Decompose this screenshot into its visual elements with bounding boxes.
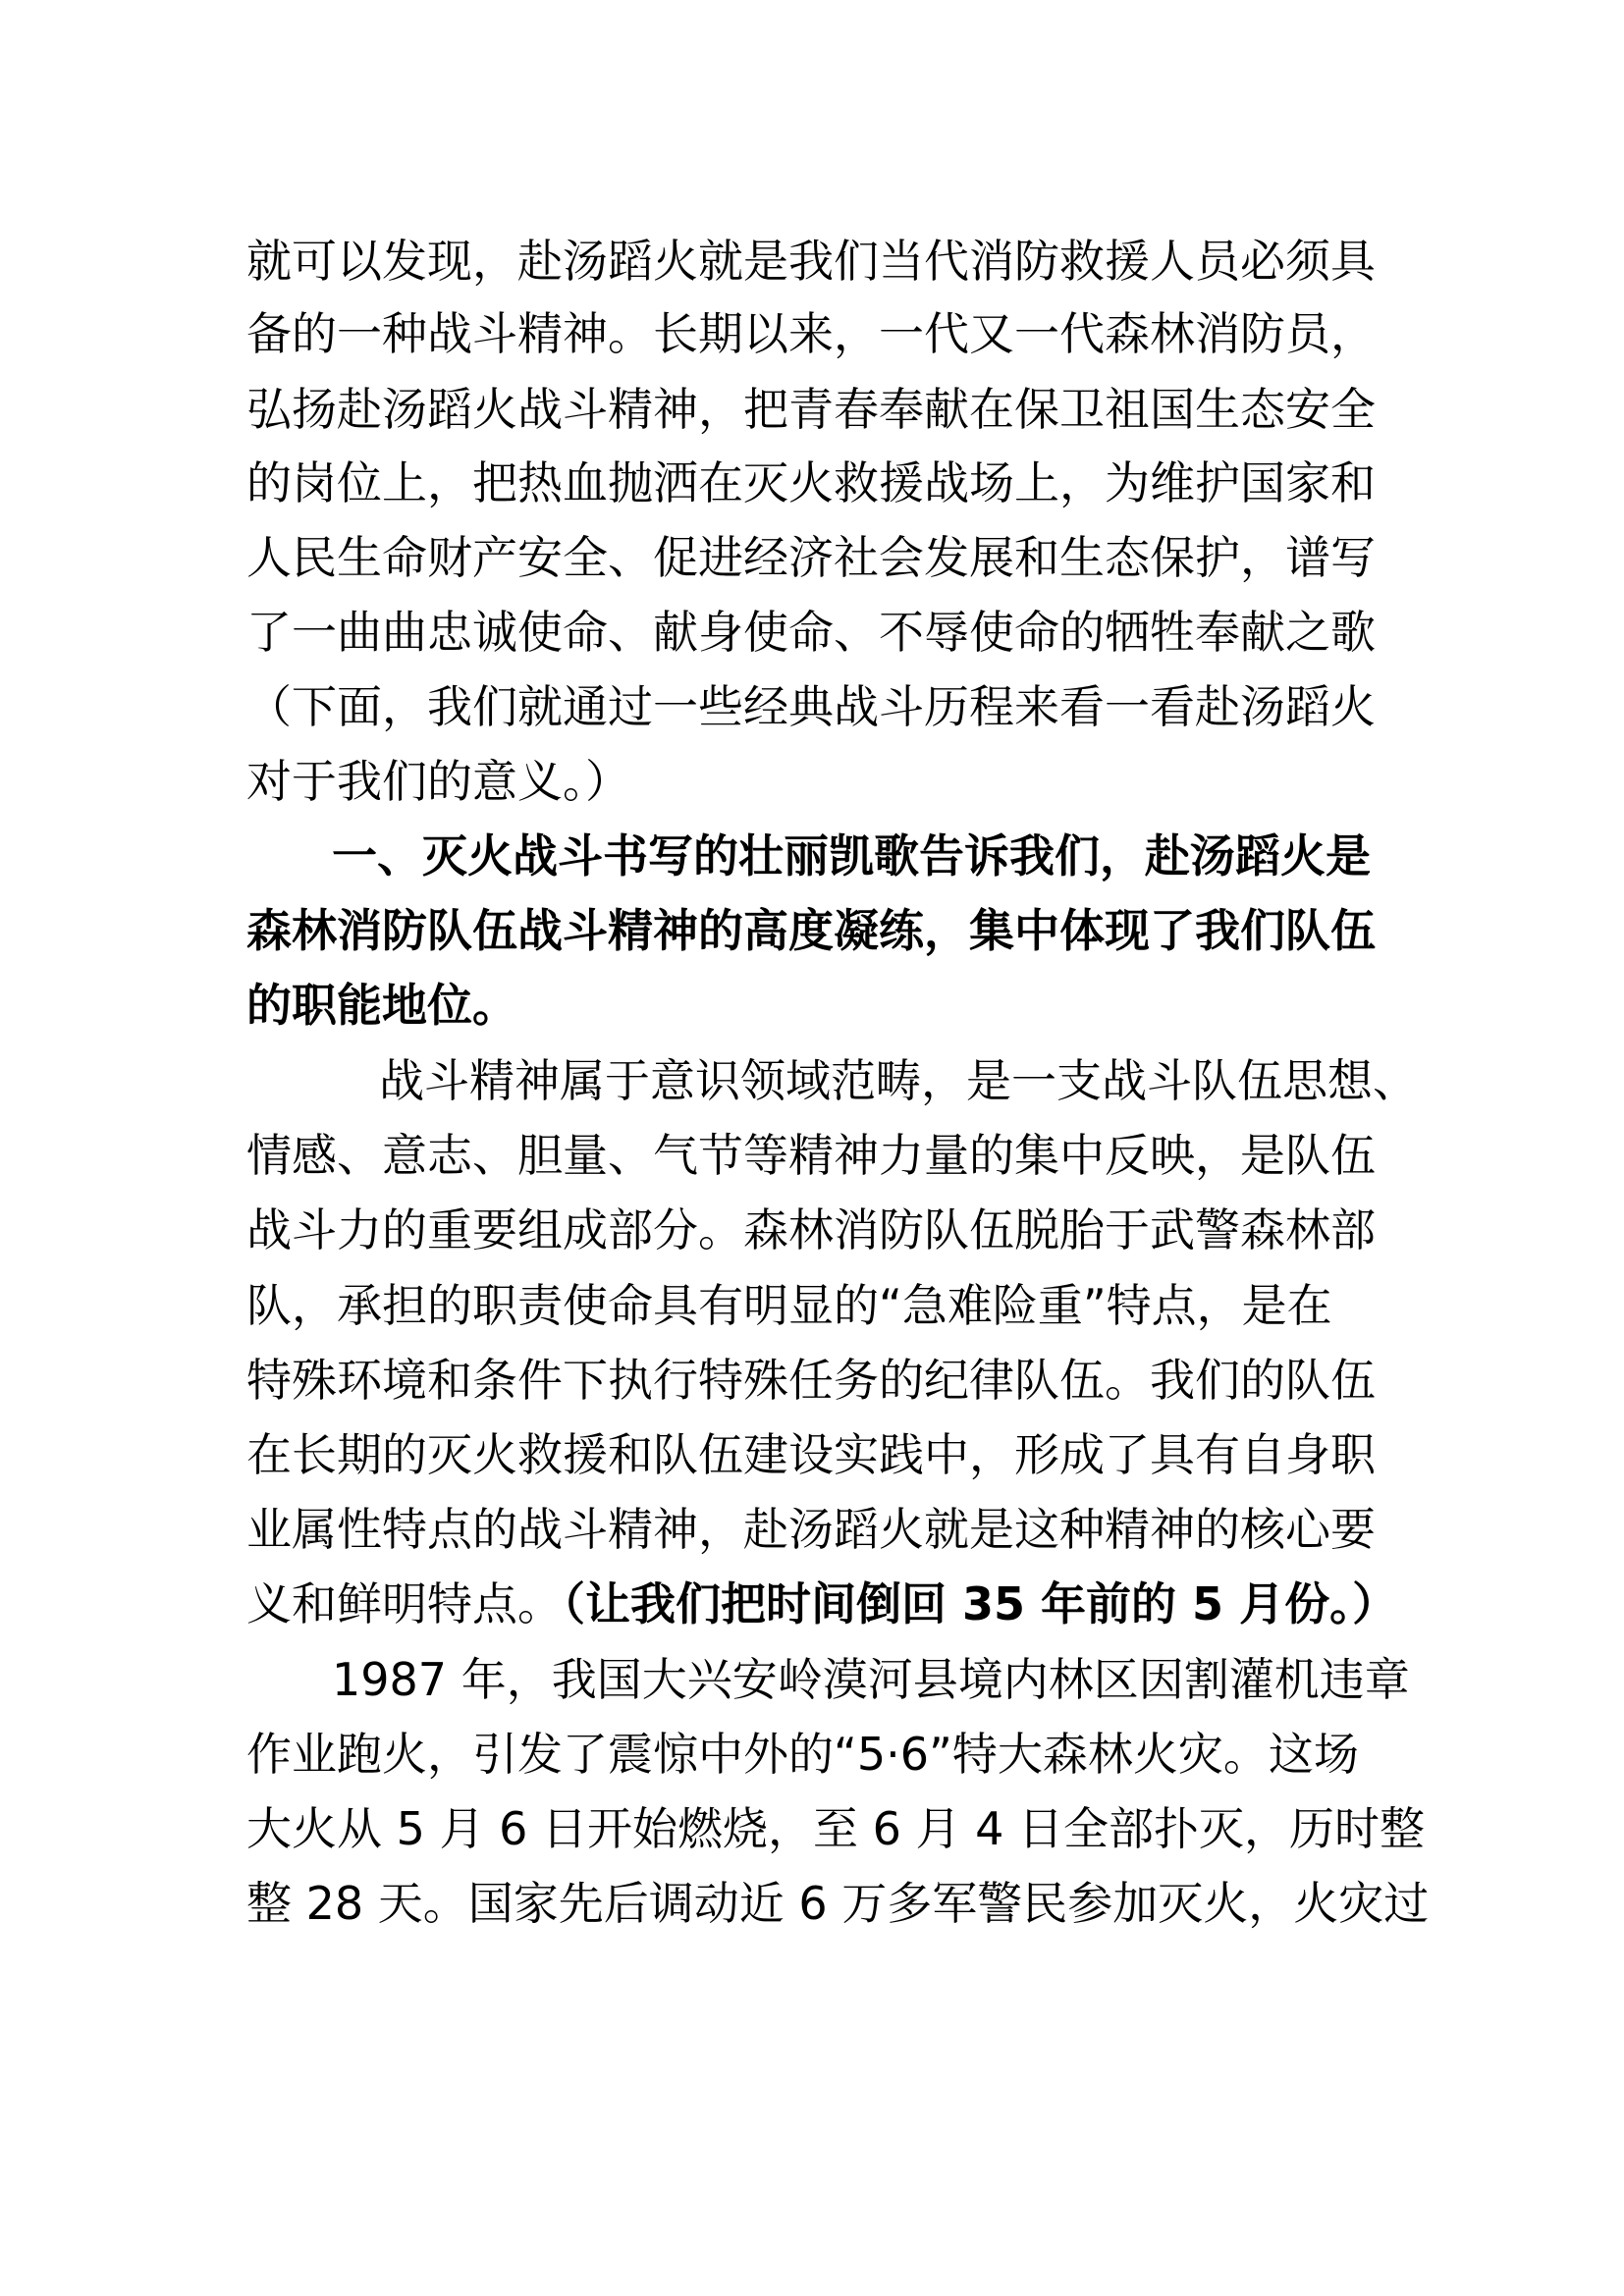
intro-line: 备的一种战斗精神。长期以来，一代又一代森林消防员， [246,307,1376,360]
story-line: 大火从 5 月 6 日开始燃烧，至 6 月 4 日全部扑灭，历时整 [246,1802,1426,1855]
intro-line: 就可以发现，赴汤蹈火就是我们当代消防救援人员必须具 [246,235,1376,288]
body-line: 战斗精神属于意识领域范畴，是一支战斗队伍思想、 [379,1054,1418,1107]
body-line: 队，承担的职责使命具有明显的“急难险重”特点，是在 [246,1279,1332,1332]
section-heading-line: 森林消防队伍战斗精神的高度凝练，集中体现了我们队伍 [246,904,1376,957]
body-line: 情感、意志、胆量、气节等精神力量的集中反映，是队伍 [246,1129,1376,1182]
story-line: 作业跑火，引发了震惊中外的“5·6”特大森林火灾。这场 [246,1728,1359,1781]
story-line: 整 28 天。国家先后调动近 6 万多军警民参加灭火，火灾过 [246,1877,1430,1930]
intro-line: 的岗位上，把热血抛洒在灭火救援战场上，为维护国家和 [246,456,1376,509]
body-line: 在长期的灭火救援和队伍建设实践中，形成了具有自身职 [246,1428,1376,1481]
intro-line: 人民生命财产安全、促进经济社会发展和生态保护，谱写 [246,531,1376,584]
intro-line: 弘扬赴汤蹈火战斗精神，把青春奉献在保卫祖国生态安全 [246,383,1376,436]
section-heading-line: 的职能地位。 [246,979,517,1032]
story-line: 1987 年，我国大兴安岭漠河县境内林区因割灌机违章 [332,1653,1410,1706]
section-heading-line: 一、灭火战斗书写的壮丽凯歌告诉我们，赴汤蹈火是 [332,829,1371,882]
body-line: 特殊环境和条件下执行特殊任务的纪律队伍。我们的队伍 [246,1354,1376,1407]
body-line-last [246,1575,1397,1633]
body-line: 业属性特点的战斗精神，赴汤蹈火就是这种精神的核心要 [246,1503,1376,1556]
intro-line: 了一曲曲忠诚使命、献身使命、不辱使命的牺牲奉献之歌 [246,606,1376,659]
body-line: 战斗力的重要组成部分。森林消防队伍脱胎于武警森林部 [246,1203,1376,1256]
intro-line: （下面，我们就通过一些经典战斗历程来看一看赴汤蹈火 [246,680,1376,733]
body-line-plain: 义和鲜明特点。 [246,1577,563,1630]
body-line-bold-note: （让我们把时间倒回 35 年前的 5 月份。） [563,1577,1398,1630]
intro-line: 对于我们的意义。） [246,755,630,808]
